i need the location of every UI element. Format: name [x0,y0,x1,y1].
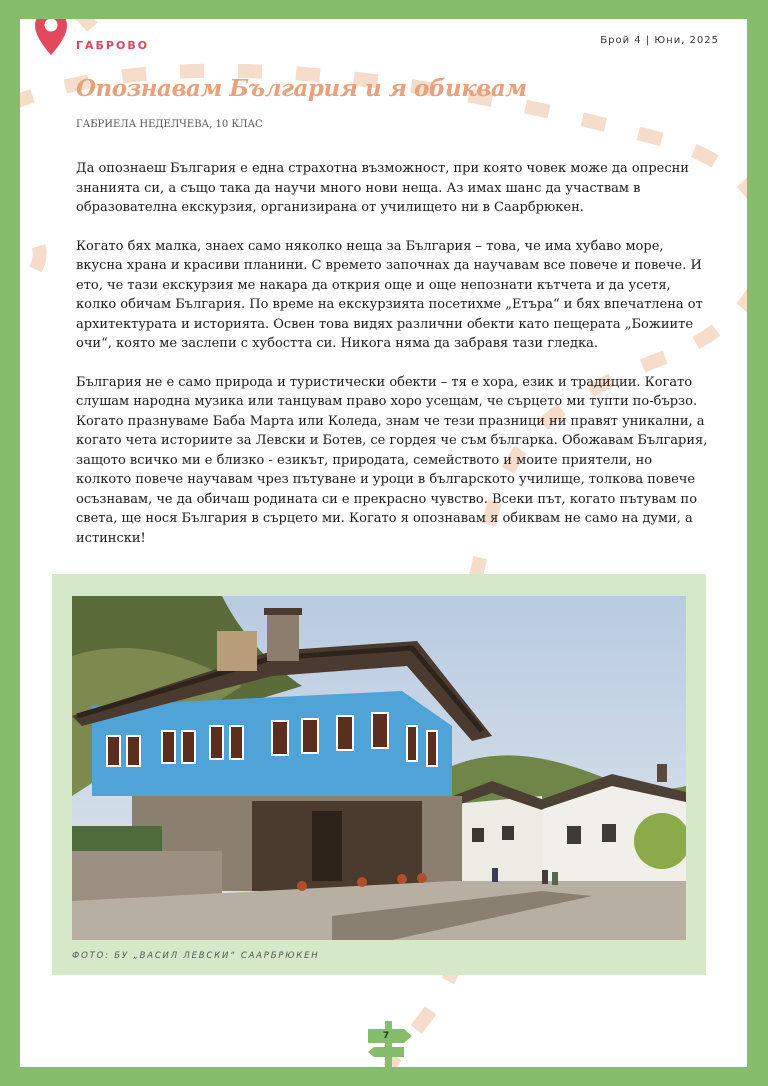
magazine-brand: ГАБРОВО [76,39,150,52]
etar-house-photo [72,596,686,940]
photo-frame [52,574,706,975]
article-title: Опознавам България и я обиквам [76,75,527,102]
article-author: ГАБРИЕЛА НЕДЕЛЧЕВА, 10 КЛАС [76,119,263,130]
issue-info: Брой 4 | Юни, 2025 [600,35,719,46]
signpost-icon [364,1021,414,1067]
article-paragraph: България не е само природа и туристически обекти – тя е хора, език и традиции. Когато слушам народна музика или танцувам право хоро усещам, че сърцето ми тупти по-бързо. Когато празнуваме Баба Марта или Коледа, знам че тези празници ни правят уникални, а когато чета историите за Левски и Ботев, се гордея че съм българка. Обожавам България, защото всичко ми е близко - езикът, природата, семейството и моите приятели, но колкото повече научавам чрез пътуване и уроци в българското училище, толкова повече осъзнавам, че да обичаш родината си е прекрасно чувство. Всеки път, когато пътувам по света, ще нося България в сърцето ми. Когато я опознавам я обиквам не само на думи, а истински! [76,374,708,546]
magazine-page [20,19,747,1067]
photo-caption: ФОТО: БУ „ВАСИЛ ЛЕВСКИ“ СААРБРЮКЕН [72,951,320,961]
article-body [76,159,708,567]
article-paragraph: Да опознаеш България е една страхотна възможност, при която човек може да опресни знанията си, а също така да научи много нови неща. Аз имах шанс да участвам в образователна екскурзия, организирана от училището ни в Саарбрюкен. [76,161,689,215]
map-pin-icon [33,19,69,57]
article-paragraph: Когато бях малка, знаех само няколко неща за България – това, че има хубаво море, вкусна храна и красиви планини. С времето започнах да научавам все повече и повече. И ето, че тази екскурзия ме накара да открия още и още непознати кътчета и да усетя, колко обичам България. По време на екскурзията посетихме „Етъра“ и бях впечатлена от архитектурата и историята. Освен това видях различни обекти като пещерата „Божиите очи“, която ме заслепи с хубостта си. Никога няма да забравя тази гледка. [76,238,703,351]
page-number: 7 [382,1031,390,1041]
